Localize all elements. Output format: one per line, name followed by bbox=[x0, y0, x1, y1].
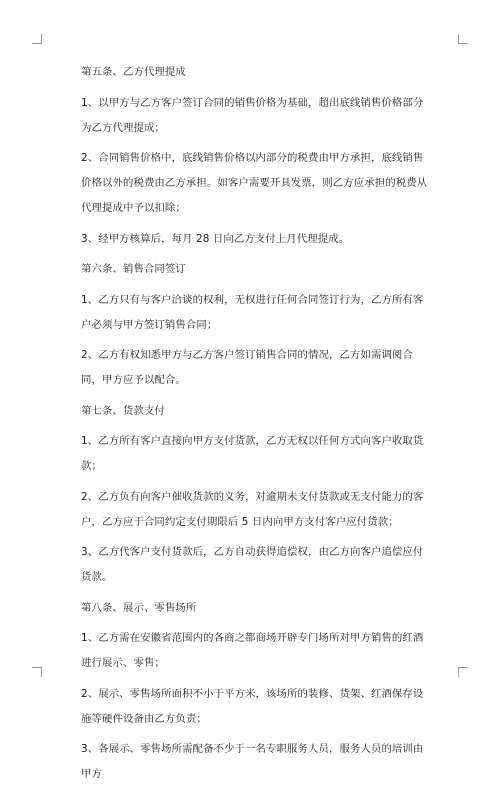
paragraph: 1、乙方所有客户直接向甲方支付货款，乙方无权以任何方式向客户收取货款； bbox=[81, 435, 424, 472]
paragraph: 3、经甲方核算后，每月 28 日向乙方支付上月代理提成。 bbox=[81, 232, 350, 245]
paragraph: 3、乙方代客户支付货款后，乙方自动获得追偿权，由乙方向客户追偿应付货款。 bbox=[81, 546, 424, 583]
crop-mark-bottom-left bbox=[32, 667, 42, 677]
paragraph: 1、乙方需在安徽省范围内的各商之都商场开辟专门场所对甲方销售的红酒进行展示、零售； bbox=[81, 632, 424, 669]
paragraph: 1、以甲方与乙方客户签订合同的销售价格为基础，超出底线销售价格部分为乙方代理提成； bbox=[81, 96, 424, 134]
section-heading: 第五条、乙方代理提成 bbox=[81, 66, 186, 78]
section-heading: 第六条、销售合同签订 bbox=[81, 263, 186, 275]
section-heading: 第七条、货款支付 bbox=[81, 404, 165, 417]
paragraph: 2、乙方负有向客户催收货款的义务，对逾期未支付货款或无支付能力的客户，乙方应于合同约定支付期限后 5 日内向甲方支付客户应付货款； bbox=[81, 490, 424, 528]
paragraph: 2、乙方有权知悉甲方与乙方客户签订销售合同的情况，乙方如需调阅合同，甲方应予以配合。 bbox=[81, 349, 413, 386]
paragraph: 1、乙方只有与客户洽谈的权利，无权进行任何合同签订行为，乙方所有客户必须与甲方签订销售合同； bbox=[81, 293, 424, 331]
crop-mark-top-right bbox=[458, 34, 468, 44]
crop-mark-top-left bbox=[32, 34, 42, 44]
section-heading: 第八条、展示、零售场所 bbox=[81, 601, 197, 614]
paragraph: 2、合同销售价格中，底线销售价格以内部分的税费由甲方承担，底线销售价格以外的税费由乙方承担。如客户需要开具发票，则乙方应承担的税费从代理提成中予以扣除； bbox=[81, 152, 428, 214]
document-body bbox=[81, 60, 433, 793]
paragraph: 3、各展示、零售场所需配备不少于一名专职服务人员，服务人员的培训由甲方 bbox=[81, 743, 424, 780]
paragraph: 2、展示、零售场所面积不小于平方米，该场所的装修、货架、红酒保存设施等硬件设备由乙方负责； bbox=[81, 687, 424, 725]
crop-mark-bottom-right bbox=[458, 667, 468, 677]
